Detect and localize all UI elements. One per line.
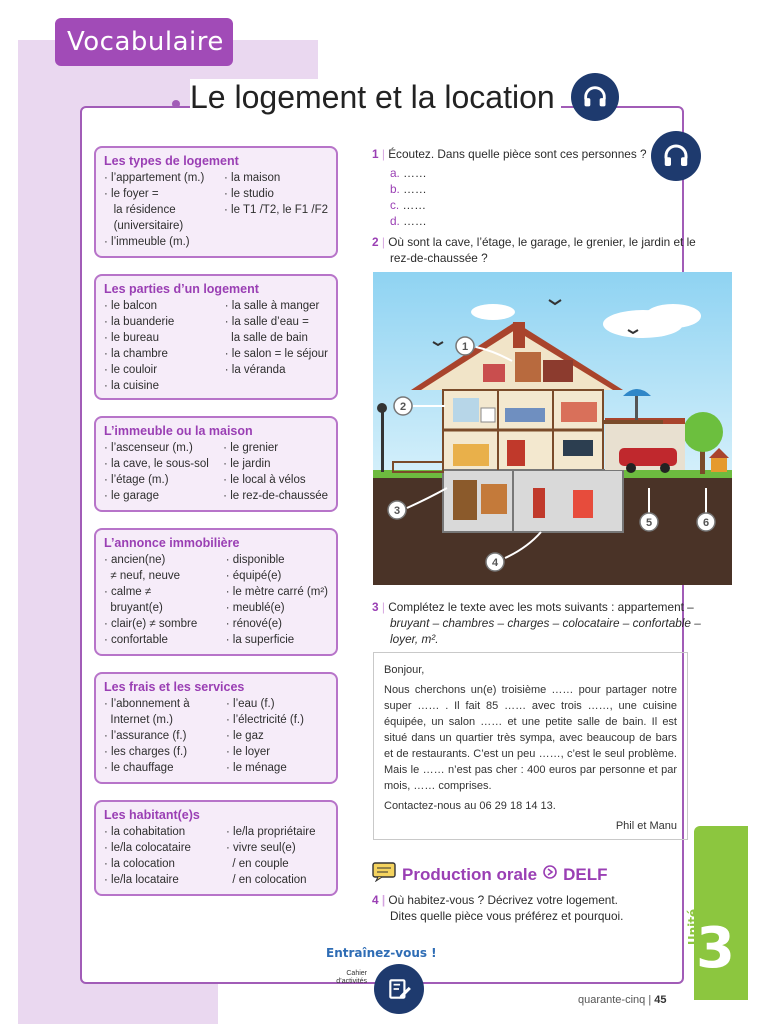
house-illustration: [373, 272, 732, 585]
vocab-item: · équipé(e): [225, 570, 282, 582]
unit-number: 3: [696, 916, 735, 981]
production-title: Production orale: [402, 864, 538, 884]
vocab-item: · le jardin: [223, 458, 271, 470]
vocab-item: · disponible: [225, 554, 285, 566]
headphones-icon[interactable]: [571, 73, 619, 121]
answer-item: b. ……: [390, 182, 427, 196]
vocab-item: ≠ neuf, neuve: [104, 570, 181, 582]
vocab-item: · le bureau: [104, 332, 159, 344]
vocab-heading: Les types de logement: [104, 154, 239, 168]
vocab-item: · la cuisine: [104, 380, 159, 392]
question-text: Écoutez. Dans quelle pièce sont ces personnes ?: [388, 147, 647, 161]
word-list-2: loyer, m².: [390, 632, 439, 646]
arrow-circle-icon: [543, 865, 557, 884]
vocab-item: · le ménage: [226, 762, 287, 774]
vocab-item: · le gaz: [226, 730, 264, 742]
question-text: Complétez le texte avec les mots suivants : appartement –: [388, 600, 694, 614]
answer-item: c. ……: [390, 198, 427, 212]
vocab-item: · la cohabitation: [104, 826, 186, 838]
question-text: Où sont la cave, l’étage, le garage, le grenier, le jardin et le: [388, 235, 696, 249]
production-header: [372, 862, 607, 887]
answer-item: a. ……: [390, 166, 427, 180]
vocab-item: · le chauffage: [104, 762, 174, 774]
cahier-label: Cahier d’activités: [336, 970, 367, 985]
title-row: [190, 72, 619, 122]
vocab-column: [226, 696, 328, 776]
question-1: 1 | Écoutez. Dans quelle pièce sont ces personnes ?: [372, 147, 647, 161]
house-label-1: 1: [461, 341, 469, 353]
question-number: 4: [372, 893, 379, 907]
word-list: bruyant – chambres – charges – colocataire – confortable –: [390, 616, 701, 630]
vocab-item: · l’étage (m.): [104, 474, 169, 486]
answer-item: d. ……: [390, 214, 427, 228]
house-label-5: 5: [645, 517, 653, 529]
vocab-item: · le/la locataire: [104, 874, 179, 886]
vocab-box-immeuble: [94, 416, 338, 512]
vocab-column: [104, 552, 226, 648]
letter-box: [373, 652, 688, 840]
vocab-item: · l’abonnement à: [104, 698, 190, 710]
vocab-item: · l’électricité (f.): [226, 714, 304, 726]
vocab-column: [225, 298, 328, 394]
vocab-item: · l’immeuble (m.): [104, 236, 190, 248]
entrainez-label: Entraînez-vous !: [326, 946, 437, 960]
vocab-item: (universitaire): [104, 220, 184, 232]
vocab-heading: Les parties d’un logement: [104, 282, 259, 296]
vocab-item: / en couple: [226, 858, 289, 870]
vocab-column: [104, 170, 224, 250]
vocab-item: · calme ≠: [104, 586, 152, 598]
question-number: 3: [372, 600, 379, 614]
question-text: Où habitez-vous ? Décrivez votre logement.: [388, 893, 618, 907]
page-number: quarante-cinq | 45: [578, 994, 667, 1006]
vocab-item: · l’assurance (f.): [104, 730, 187, 742]
vocab-heading: L’immeuble ou la maison: [104, 424, 253, 438]
vocab-box-parties: [94, 274, 338, 400]
speech-icon: [372, 862, 396, 887]
vocab-item: · le balcon: [104, 300, 158, 312]
title-dot: [172, 100, 180, 108]
vocab-column: [104, 440, 223, 504]
vocab-item: · l’appartement (m.): [104, 172, 205, 184]
delf-label: DELF: [563, 864, 608, 884]
house-label-6: 6: [702, 517, 710, 529]
vocab-item: · le/la propriétaire: [226, 826, 316, 838]
unit-label: Unité: [686, 908, 701, 946]
headphones-icon[interactable]: [651, 131, 701, 181]
vocab-item: · le rez-de-chaussée: [223, 490, 328, 502]
vocab-item: · le studio: [224, 188, 274, 200]
vocab-item: la résidence: [104, 204, 176, 216]
vocab-item: · rénové(e): [225, 618, 283, 630]
vocab-item: · le loyer: [226, 746, 271, 758]
vocab-item: / en colocation: [226, 874, 307, 886]
vocab-item: · le salon = le séjour: [224, 348, 328, 360]
vocab-item: · l’ascenseur (m.): [104, 442, 193, 454]
vocab-item: · le/la colocataire: [104, 842, 191, 854]
vocab-item: Internet (m.): [104, 714, 174, 726]
question-number: 2: [372, 235, 379, 249]
question-4: 4 | Où habitez-vous ? Décrivez votre logement. Dites quelle pièce vous préférez et pourquoi.: [372, 893, 624, 923]
question-3: 3 | Complétez le texte avec les mots suivants : appartement – bruyant – chambres – charges – colocataire – confortable – loyer, m².: [372, 600, 701, 646]
letter-greeting: Bonjour,: [384, 664, 425, 676]
vocab-column: [223, 440, 328, 504]
vocab-item: · la véranda: [224, 364, 286, 376]
vocab-column: [104, 298, 225, 394]
vocab-heading: Les habitant(e)s: [104, 808, 200, 822]
vocab-column: [104, 824, 226, 888]
letter-body: Nous cherchons un(e) troisième …… pour partager notre super …… . Il fait 85 …… avec trois ……, une cuisine équipée, un salon …… et une petite salle de bain. Il est situé dans un quartier très sympa, avec beaucoup de bars et de restaurants. C’est un peu ……, c’est le seul problème. Mais le …… n’est pas cher : 400 euros par personne et par mois, …… comprises.: [384, 684, 677, 792]
vocab-item: · meublé(e): [225, 602, 285, 614]
question-text-2: rez-de-chaussée ?: [390, 251, 488, 265]
vocab-item: · la buanderie: [104, 316, 175, 328]
vocab-item: · le grenier: [223, 442, 279, 454]
vocab-item: · la superficie: [225, 634, 295, 646]
vocab-item: · la salle à manger: [224, 300, 320, 312]
vocab-item: · ancien(ne): [104, 554, 166, 566]
section-tab: Vocabulaire: [55, 18, 233, 66]
vocab-column: [226, 552, 328, 648]
vocab-box-habitants: [94, 800, 338, 896]
vocab-item: · la maison: [224, 172, 281, 184]
vocab-heading: L’annonce immobilière: [104, 536, 240, 550]
vocab-column: [226, 824, 328, 888]
vocab-item: · clair(e) ≠ sombre: [104, 618, 198, 630]
vocab-item: · le foyer =: [104, 188, 159, 200]
letter-signature: Phil et Manu: [615, 820, 677, 832]
vocab-item: · le T1 /T2, le F1 /F2: [224, 204, 328, 216]
vocab-item: · la chambre: [104, 348, 168, 360]
vocab-item: · le couloir: [104, 364, 158, 376]
page-title: Le logement et la location: [190, 79, 561, 116]
vocab-item: · la salle d’eau =: [224, 316, 309, 328]
vocab-column: [224, 170, 328, 250]
letter-contact: Contactez-nous au 06 29 18 14 13.: [384, 800, 556, 812]
vocab-box-annonce: [94, 528, 338, 656]
vocab-item: · vivre seul(e): [226, 842, 296, 854]
vocab-item: · le mètre carré (m²): [225, 586, 328, 598]
vocab-item: · confortable: [104, 634, 168, 646]
house-label-4: 4: [491, 557, 499, 569]
vocab-column: [104, 696, 226, 776]
question-text-2: Dites quelle pièce vous préférez et pourquoi.: [390, 909, 624, 923]
vocab-item: · la cave, le sous-sol: [104, 458, 209, 470]
answer-list: [390, 165, 427, 229]
question-number: 1: [372, 147, 379, 161]
house-label-3: 3: [393, 505, 401, 517]
question-2: 2 | Où sont la cave, l’étage, le garage, le grenier, le jardin et le rez-de-chaussée ?: [372, 235, 696, 265]
vocab-item: · le garage: [104, 490, 159, 502]
house-label-2: 2: [399, 401, 407, 413]
vocab-item: · l’eau (f.): [226, 698, 275, 710]
workbook-pencil-icon[interactable]: [374, 964, 424, 1014]
vocab-heading: Les frais et les services: [104, 680, 245, 694]
vocab-item: · les charges (f.): [104, 746, 188, 758]
vocab-item: bruyant(e): [104, 602, 163, 614]
vocab-item: · la colocation: [104, 858, 175, 870]
vocab-item: la salle de bain: [224, 332, 308, 344]
vocab-box-types: [94, 146, 338, 258]
vocab-item: · le local à vélos: [223, 474, 306, 486]
vocab-box-frais: [94, 672, 338, 784]
